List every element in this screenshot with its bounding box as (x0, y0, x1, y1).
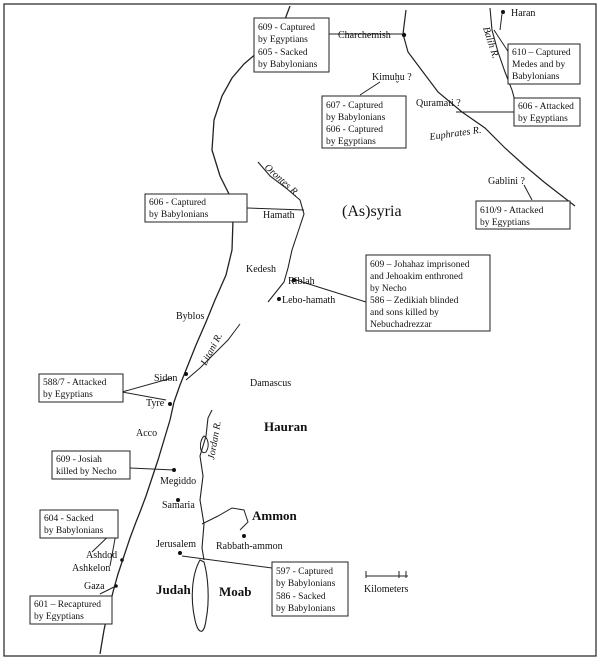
region-assyria: (As)syria (342, 203, 402, 220)
scale-bar (366, 571, 408, 578)
svg-text:by Egyptians: by Egyptians (43, 390, 93, 400)
event-box-charchemish (254, 18, 329, 72)
svg-text:by Babylonians: by Babylonians (44, 526, 104, 536)
svg-text:609 - Josiah: 609 - Josiah (56, 455, 102, 465)
svg-text:606 - Captured: 606 - Captured (326, 125, 383, 135)
place-ashdod: Ashdod (86, 550, 118, 561)
svg-text:604 - Sacked: 604 - Sacked (44, 514, 94, 524)
svg-text:Babylonians: Babylonians (512, 72, 560, 82)
scale-label: Kilometers (364, 584, 409, 595)
region-ammon: Ammon (252, 508, 297, 523)
svg-text:606 - Attacked: 606 - Attacked (518, 102, 574, 112)
svg-text:Nebuchadrezzar: Nebuchadrezzar (370, 320, 432, 330)
svg-text:by Babylonians: by Babylonians (276, 604, 336, 614)
balih-tributary (500, 14, 502, 30)
svg-text:by Egyptians: by Egyptians (34, 612, 84, 622)
svg-text:by Necho: by Necho (370, 284, 407, 294)
svg-text:601 – Recaptured: 601 – Recaptured (34, 600, 102, 610)
svg-text:by Egyptians: by Egyptians (326, 137, 376, 147)
svg-text:Medes and by: Medes and by (512, 60, 566, 70)
svg-text:by Egyptians: by Egyptians (480, 218, 530, 228)
place-jerusalem: Jerusalem (156, 539, 196, 550)
svg-text:and Jehoakim enthroned: and Jehoakim enthroned (370, 272, 463, 282)
coastline (100, 6, 290, 654)
river-label-litani: Litani R. (198, 331, 226, 368)
dead-sea (192, 560, 208, 631)
place-charchemish: Charchemish (338, 30, 391, 41)
region-moab: Moab (219, 584, 252, 599)
region-judah: Judah (156, 582, 191, 597)
svg-text:by Babylonians: by Babylonians (276, 579, 336, 589)
svg-text:607 - Captured: 607 - Captured (326, 101, 383, 111)
place-gablini: Gablini ? (488, 176, 525, 187)
svg-text:586 - Sacked: 586 - Sacked (276, 592, 326, 602)
svg-text:605 - Sacked: 605 - Sacked (258, 48, 308, 58)
place-samaria: Samaria (162, 500, 195, 511)
svg-text:610/9 - Attacked: 610/9 - Attacked (480, 206, 544, 216)
event-box-quramati (514, 98, 580, 126)
svg-text:by Babylonians: by Babylonians (258, 60, 318, 70)
svg-text:and sons killed by: and sons killed by (370, 308, 439, 318)
place-quramati: Quramati ? (416, 98, 461, 109)
svg-text:by Babylonians: by Babylonians (326, 113, 386, 123)
place-gaza: Gaza (84, 581, 105, 592)
event-box-jerusalem (272, 562, 348, 616)
svg-text:by Egyptians: by Egyptians (258, 35, 308, 45)
place-ashkelon: Ashkelon (72, 563, 111, 574)
event-box-riblah (366, 255, 490, 331)
river-label-jordan: Jordan R. (206, 420, 224, 461)
place-tyre: Tyre (146, 398, 165, 409)
event-box-kimuhu (322, 96, 406, 148)
place-kimuhu: Kimuḫu ? (372, 72, 412, 83)
svg-text:610 – Captured: 610 – Captured (512, 48, 571, 58)
event-box-gablini (476, 201, 570, 229)
svg-text:588/7 - Attacked: 588/7 - Attacked (43, 378, 107, 388)
region-hauran: Hauran (264, 419, 308, 434)
place-acco: Acco (136, 428, 158, 439)
event-box-tyre-sidon (39, 374, 123, 402)
place-hamath: Hamath (263, 210, 295, 221)
river-label-orontes: Orontes R. (261, 162, 302, 199)
svg-text:609 - Captured: 609 - Captured (258, 23, 315, 33)
svg-text:606 - Captured: 606 - Captured (149, 198, 206, 208)
jabbok-river (202, 508, 248, 530)
place-lebo-hamath: Lebo-hamath (282, 295, 336, 306)
event-box-hamath (145, 194, 247, 222)
event-box-haran (508, 44, 580, 84)
svg-text:by Egyptians: by Egyptians (518, 114, 568, 124)
svg-text:killed by Necho: killed by Necho (56, 467, 117, 477)
place-haran: Haran (511, 8, 536, 19)
svg-text:586 – Zedikiah blinded: 586 – Zedikiah blinded (370, 296, 459, 306)
svg-text:by Babylonians: by Babylonians (149, 210, 209, 220)
place-byblos: Byblos (176, 311, 205, 322)
place-riblah: Riblah (288, 276, 315, 287)
event-box-ashdod-ashkelon (40, 510, 118, 538)
river-label-balih: Balih R. (480, 25, 501, 61)
place-kedesh: Kedesh (246, 264, 276, 275)
svg-text:597 - Captured: 597 - Captured (276, 567, 333, 577)
place-rabbath-ammon: Rabbath-ammon (216, 541, 283, 552)
event-box-gaza (30, 596, 112, 624)
place-damascus: Damascus (250, 378, 292, 389)
river-label-euphrates: Euphrates R. (428, 124, 483, 143)
event-box-megiddo (52, 451, 130, 479)
place-megiddo: Megiddo (160, 476, 197, 487)
place-sidon: Sidon (154, 373, 178, 384)
svg-text:609 – Johahaz imprisoned: 609 – Johahaz imprisoned (370, 260, 470, 270)
